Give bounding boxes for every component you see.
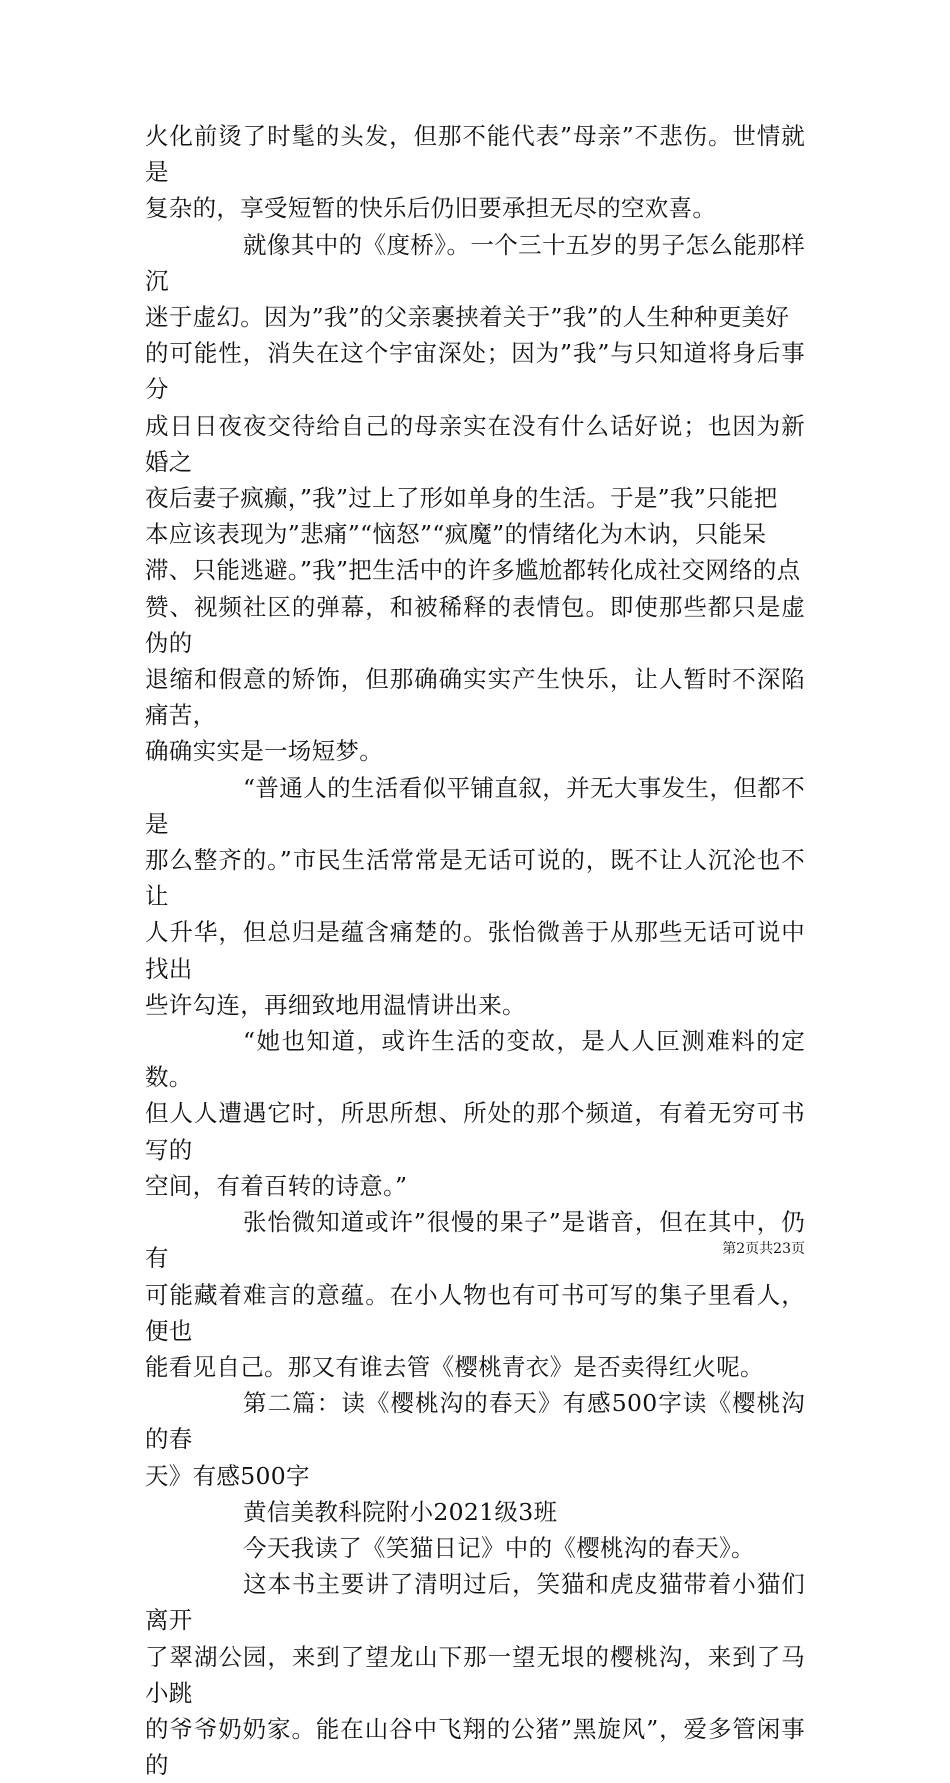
document-body bbox=[145, 118, 805, 1783]
author-line: 黄信美教科院附小2021级3班 bbox=[243, 1497, 558, 1526]
paragraph-6: 今天我读了《笑猫日记》中的《樱桃沟的春天》。 bbox=[243, 1533, 755, 1562]
paragraph-7: 这本书主要讲了清明过后，笑猫和虎皮猫带着小猫们离开 了翠湖公园，来到了望龙山下那一望无垠的樱桃沟，来到了马小跳 的爷爷奶奶家。能在山谷中飞翔的公猪”黑旋风”，爱多管闲事的 bbox=[145, 1570, 805, 1780]
paragraph-4: “她也知道，或许生活的变故，是人人叵测难料的定数。 但人人遭遇它时，所思所想、所处的那个频道，有着无穷可书写的 空间，有着百转的诗意。” bbox=[145, 1027, 805, 1200]
paragraph-5: 张怡微知道或许”很慢的果子”是谐音，但在其中，仍有 可能藏着难言的意蕴。在小人物也有可书可写的集子里看人，便也 能看见自己。那又有谁去管《樱桃青衣》是否卖得红火呢。 bbox=[145, 1208, 805, 1381]
paragraph-3: “普通人的生活看似平铺直叙，并无大事发生，但都不是 那么整齐的。”市民生活常常是无话可说的，既不让人沉沦也不让 人升华，但总归是蕴含痛楚的。张怡微善于从那些无话可说中找出 些许勾连，再细致地用温情讲出来。 bbox=[145, 773, 805, 1019]
page-number: 第2页共23页 bbox=[722, 1241, 805, 1257]
section-heading: 第二篇：读《樱桃沟的春天》有感500字读《樱桃沟的春 天》有感500字 bbox=[145, 1389, 805, 1490]
paragraph-2: 就像其中的《度桥》。一个三十五岁的男子怎么能那样沉 迷于虚幻。因为”我”的父亲裹挟着关于”我”的人生种种更美好 的可能性，消失在这个宇宙深处；因为”我”与只知道将身后事分 成日日夜夜交待给自己的母亲实在没有什么话好说；也因为新婚之 夜后妻子疯癫，”我”过上了形如单身的生活。于是”我”只能把 本应该表现为”悲痛”“恼怒”“疯魔”的情绪化为木讷，只能呆 滞、只能逃避。”我”把生活中的许多尴尬都转化成社交网络的点 赞、视频社区的弹幕，和被稀释的表情包。即使那些都只是虚伪的 退缩和假意的矫饰，但那确确实实产生快乐，让人暂时不深陷痛苦， 确确实实是一场短梦。 bbox=[145, 230, 805, 766]
paragraph-1: 火化前烫了时髦的头发，但那不能代表”母亲”不悲伤。世情就是 复杂的，享受短暂的快乐后仍旧要承担无尽的空欢喜。 bbox=[145, 122, 805, 223]
